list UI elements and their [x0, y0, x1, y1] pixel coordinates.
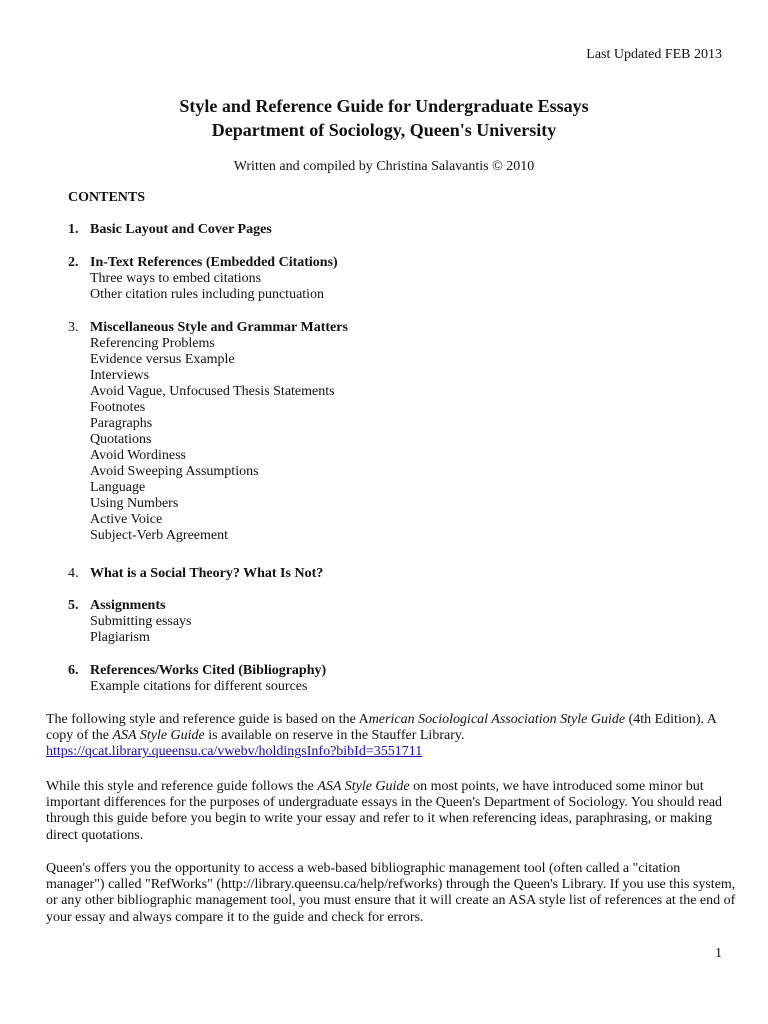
section-title: Basic Layout and Cover Pages — [90, 222, 272, 237]
contents-section-5 — [68, 598, 728, 646]
intro-paragraph — [46, 712, 736, 761]
section-item: Evidence versus Example — [90, 352, 235, 367]
guide-differences-paragraph — [46, 779, 736, 844]
section-number: 3. — [68, 320, 79, 335]
section-item: Avoid Vague, Unfocused Thesis Statements — [90, 384, 335, 399]
section-item: Example citations for different sources — [90, 679, 308, 694]
section-item: Plagiarism — [90, 630, 150, 645]
section-number: 4. — [68, 566, 79, 581]
paragraph-text: (4th Edition). A copy of the — [46, 712, 717, 744]
section-item: Referencing Problems — [90, 336, 215, 351]
section-number: 6. — [68, 663, 79, 678]
section-number: 2. — [68, 255, 79, 270]
section-item: Submitting essays — [90, 614, 192, 629]
page-number: 1 — [715, 946, 722, 961]
paragraph-text: The following style and reference guide is based on the A — [46, 712, 369, 727]
contents-section-1 — [68, 222, 728, 238]
section-title: What is a Social Theory? What Is Not? — [90, 566, 324, 581]
section-title: In-Text References (Embedded Citations) — [90, 255, 338, 270]
asa-guide-short-title: ASA Style Guide — [317, 779, 410, 794]
section-item: Avoid Sweeping Assumptions — [90, 464, 259, 479]
contents-section-4 — [68, 566, 728, 582]
department-title: Department of Sociology, Queen's University — [211, 120, 557, 140]
author-byline: Written and compiled by Christina Salavantis © 2010 — [233, 159, 535, 174]
section-item: Other citation rules including punctuation — [90, 287, 325, 302]
paragraph-text: While this style and reference guide follows the — [46, 779, 318, 794]
section-item: Interviews — [90, 368, 150, 383]
paragraph-text: is available on reserve in the Stauffer Library. — [204, 728, 465, 744]
section-item: Three ways to embed citations — [90, 271, 262, 286]
section-title: References/Works Cited (Bibliography) — [90, 663, 327, 678]
document-title: Style and Reference Guide for Undergraduate Essays — [179, 96, 589, 116]
last-updated-date: Last Updated FEB 2013 — [586, 47, 722, 62]
contents-section-6 — [68, 663, 728, 695]
section-item: Language — [90, 480, 146, 495]
section-item: Paragraphs — [90, 416, 153, 431]
asa-guide-title: merican Sociological Association Style Guide — [368, 712, 626, 727]
contents-section-2 — [68, 255, 728, 303]
section-number: 5. — [68, 598, 79, 613]
section-number: 1. — [68, 222, 79, 237]
refworks-paragraph: Queen's offers you the opportunity to access a web-based bibliographic management tool (often called a "citation manager") called "RefWorks" (http://library.queensu.ca/help/refworks) through the Queen's Library. If you use this system, or any other bibliographic management tool, you must ensure that it will create an ASA style list of references at the end of your essay and always compare it to the guide and check for errors. — [46, 861, 736, 925]
section-item: Quotations — [90, 432, 152, 447]
section-item: Footnotes — [90, 400, 146, 415]
contents-heading: CONTENTS — [68, 190, 146, 205]
section-item: Active Voice — [90, 512, 163, 527]
library-holdings-link[interactable]: https://qcat.library.queensu.ca/vwebv/holdingsInfo?bibId=3551711 — [46, 744, 423, 760]
section-item: Subject-Verb Agreement — [90, 528, 229, 543]
section-title: Miscellaneous Style and Grammar Matters — [90, 320, 348, 335]
section-item: Using Numbers — [90, 496, 179, 511]
asa-guide-short-title: ASA Style Guide — [112, 728, 205, 744]
section-item: Avoid Wordiness — [90, 448, 186, 463]
contents-section-3 — [68, 320, 728, 544]
paragraph-text: on most points, we have introduced some minor but important differences for the purposes of undergraduate essays in the Queen's Department of Sociology. You should read through this guide before you begin to write your essay and refer to it when referencing ideas, paraphrasing, or making direct quotations. — [46, 779, 723, 843]
section-title: Assignments — [90, 598, 166, 613]
